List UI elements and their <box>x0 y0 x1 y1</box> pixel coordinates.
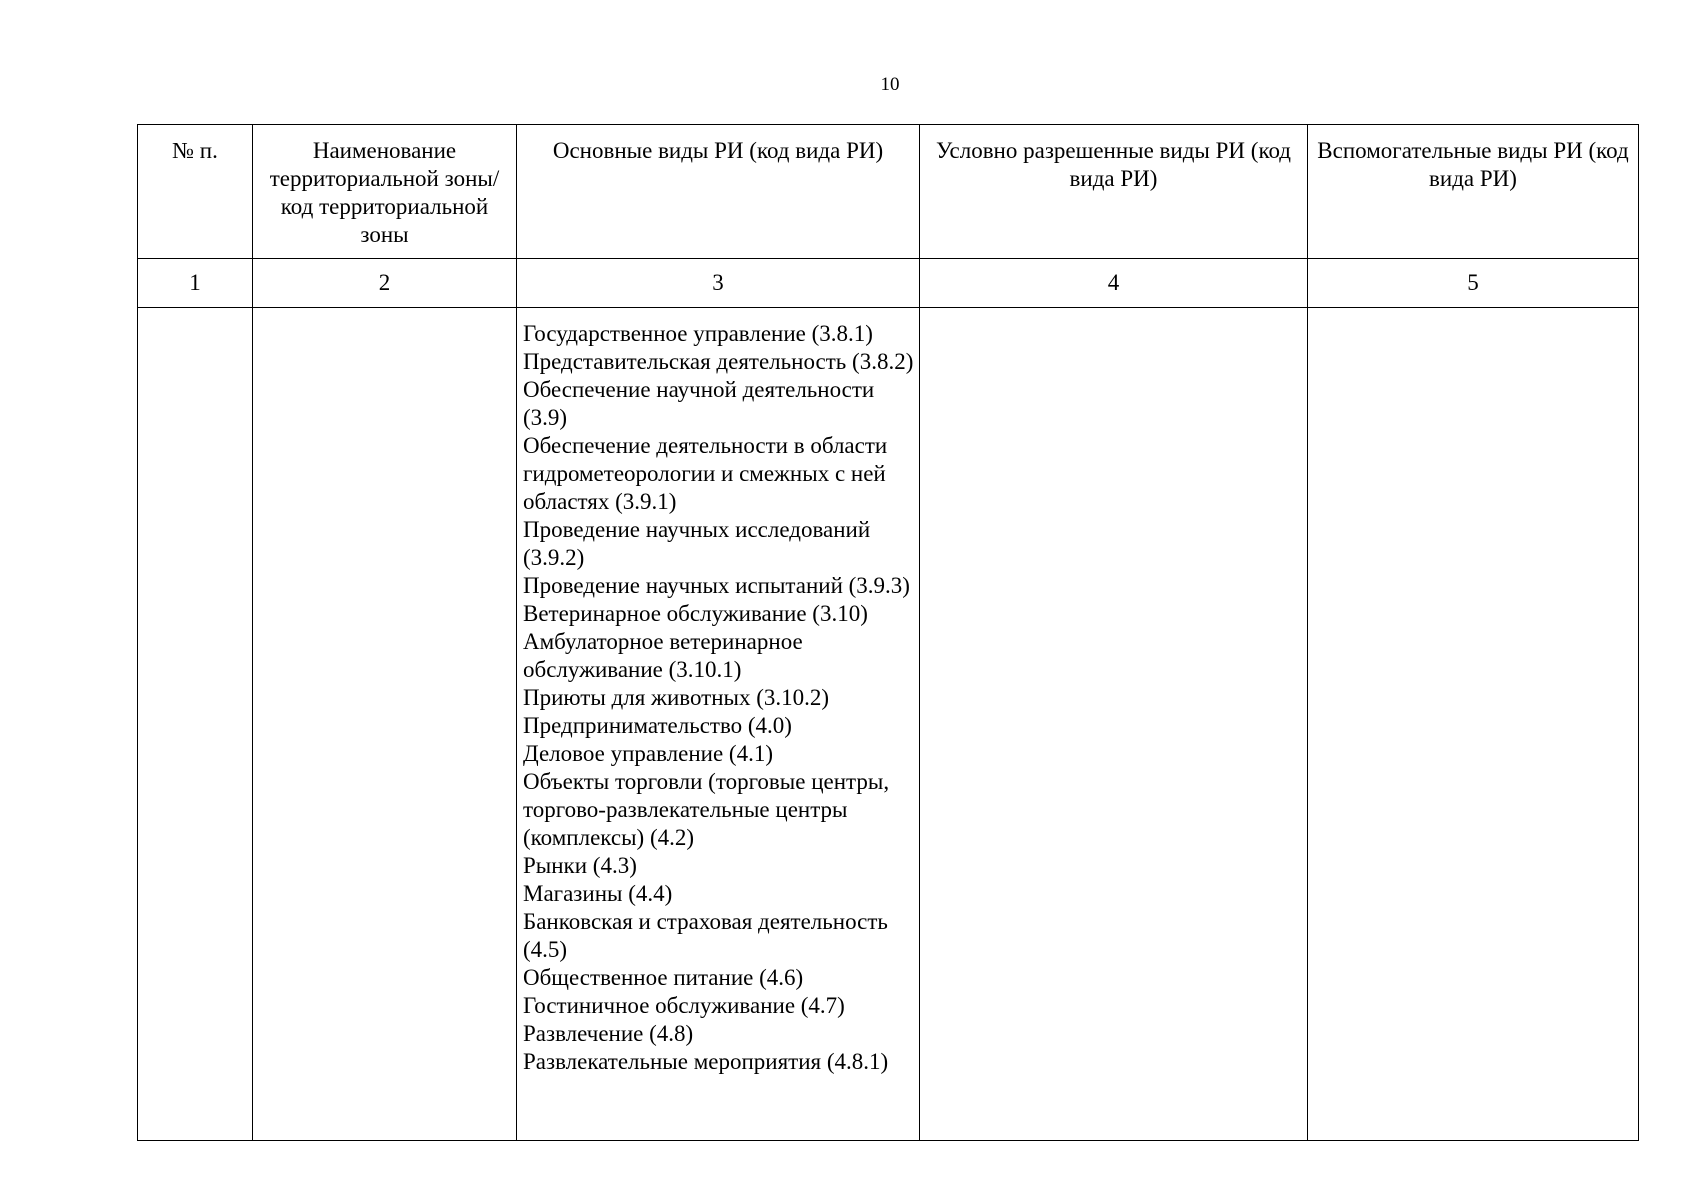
list-item: Приюты для животных (3.10.2) <box>523 685 830 710</box>
list-item: Амбулаторное ветеринарное обслуживание (3.10.1) <box>523 629 803 682</box>
auxiliary-types-cell <box>1308 308 1639 1141</box>
main-types-cell <box>517 308 920 1141</box>
list-item: Предпринимательство (4.0) <box>523 713 792 738</box>
list-item: Объекты торговли (торговые центры, торгово-развлекательные центры (комплексы) (4.2) <box>523 769 890 850</box>
list-item: Государственное управление (3.8.1) <box>523 321 873 346</box>
list-item: Обеспечение научной деятельности (3.9) <box>523 377 875 430</box>
land-use-table <box>137 124 1639 1141</box>
header-number: № п. <box>138 125 253 259</box>
zone-name-cell <box>253 308 517 1141</box>
column-number-cell: 1 <box>138 259 253 308</box>
table-header-row <box>138 125 1639 259</box>
header-zone-name: Наименование территориальной зоны/код территориальной зоны <box>253 125 517 259</box>
header-main-types: Основные виды РИ (код вида РИ) <box>517 125 920 259</box>
list-item: Представительская деятельность (3.8.2) <box>523 349 914 374</box>
column-number-cell: 4 <box>920 259 1308 308</box>
list-item: Деловое управление (4.1) <box>523 741 774 766</box>
list-item: Ветеринарное обслуживание (3.10) <box>523 601 868 626</box>
column-number-cell: 5 <box>1308 259 1639 308</box>
list-item: Банковская и страховая деятельность (4.5) <box>523 909 888 962</box>
list-item: Проведение научных испытаний (3.9.3) <box>523 573 910 598</box>
list-item: Обеспечение деятельности в области гидрометеорологии и смежных с ней областях (3.9.1) <box>523 433 888 514</box>
page-number: 10 <box>880 74 900 95</box>
table-row <box>138 308 1639 1141</box>
column-number-cell: 3 <box>517 259 920 308</box>
list-item: Развлечение (4.8) <box>523 1021 694 1046</box>
list-item: Магазины (4.4) <box>523 881 673 906</box>
list-item: Развлекательные мероприятия (4.8.1) <box>523 1049 889 1074</box>
list-item: Гостиничное обслуживание (4.7) <box>523 993 845 1018</box>
list-item: Проведение научных исследований (3.9.2) <box>523 517 871 570</box>
column-number-cell: 2 <box>253 259 517 308</box>
header-conditional-types: Условно разрешенные виды РИ (код вида РИ) <box>920 125 1308 259</box>
row-number-cell <box>138 308 253 1141</box>
main-types-list <box>517 308 919 1076</box>
list-item: Общественное питание (4.6) <box>523 965 804 990</box>
header-auxiliary-types: Вспомогательные виды РИ (код вида РИ) <box>1308 125 1639 259</box>
column-numbers-row <box>138 259 1639 308</box>
list-item: Рынки (4.3) <box>523 853 637 878</box>
conditional-types-cell <box>920 308 1308 1141</box>
